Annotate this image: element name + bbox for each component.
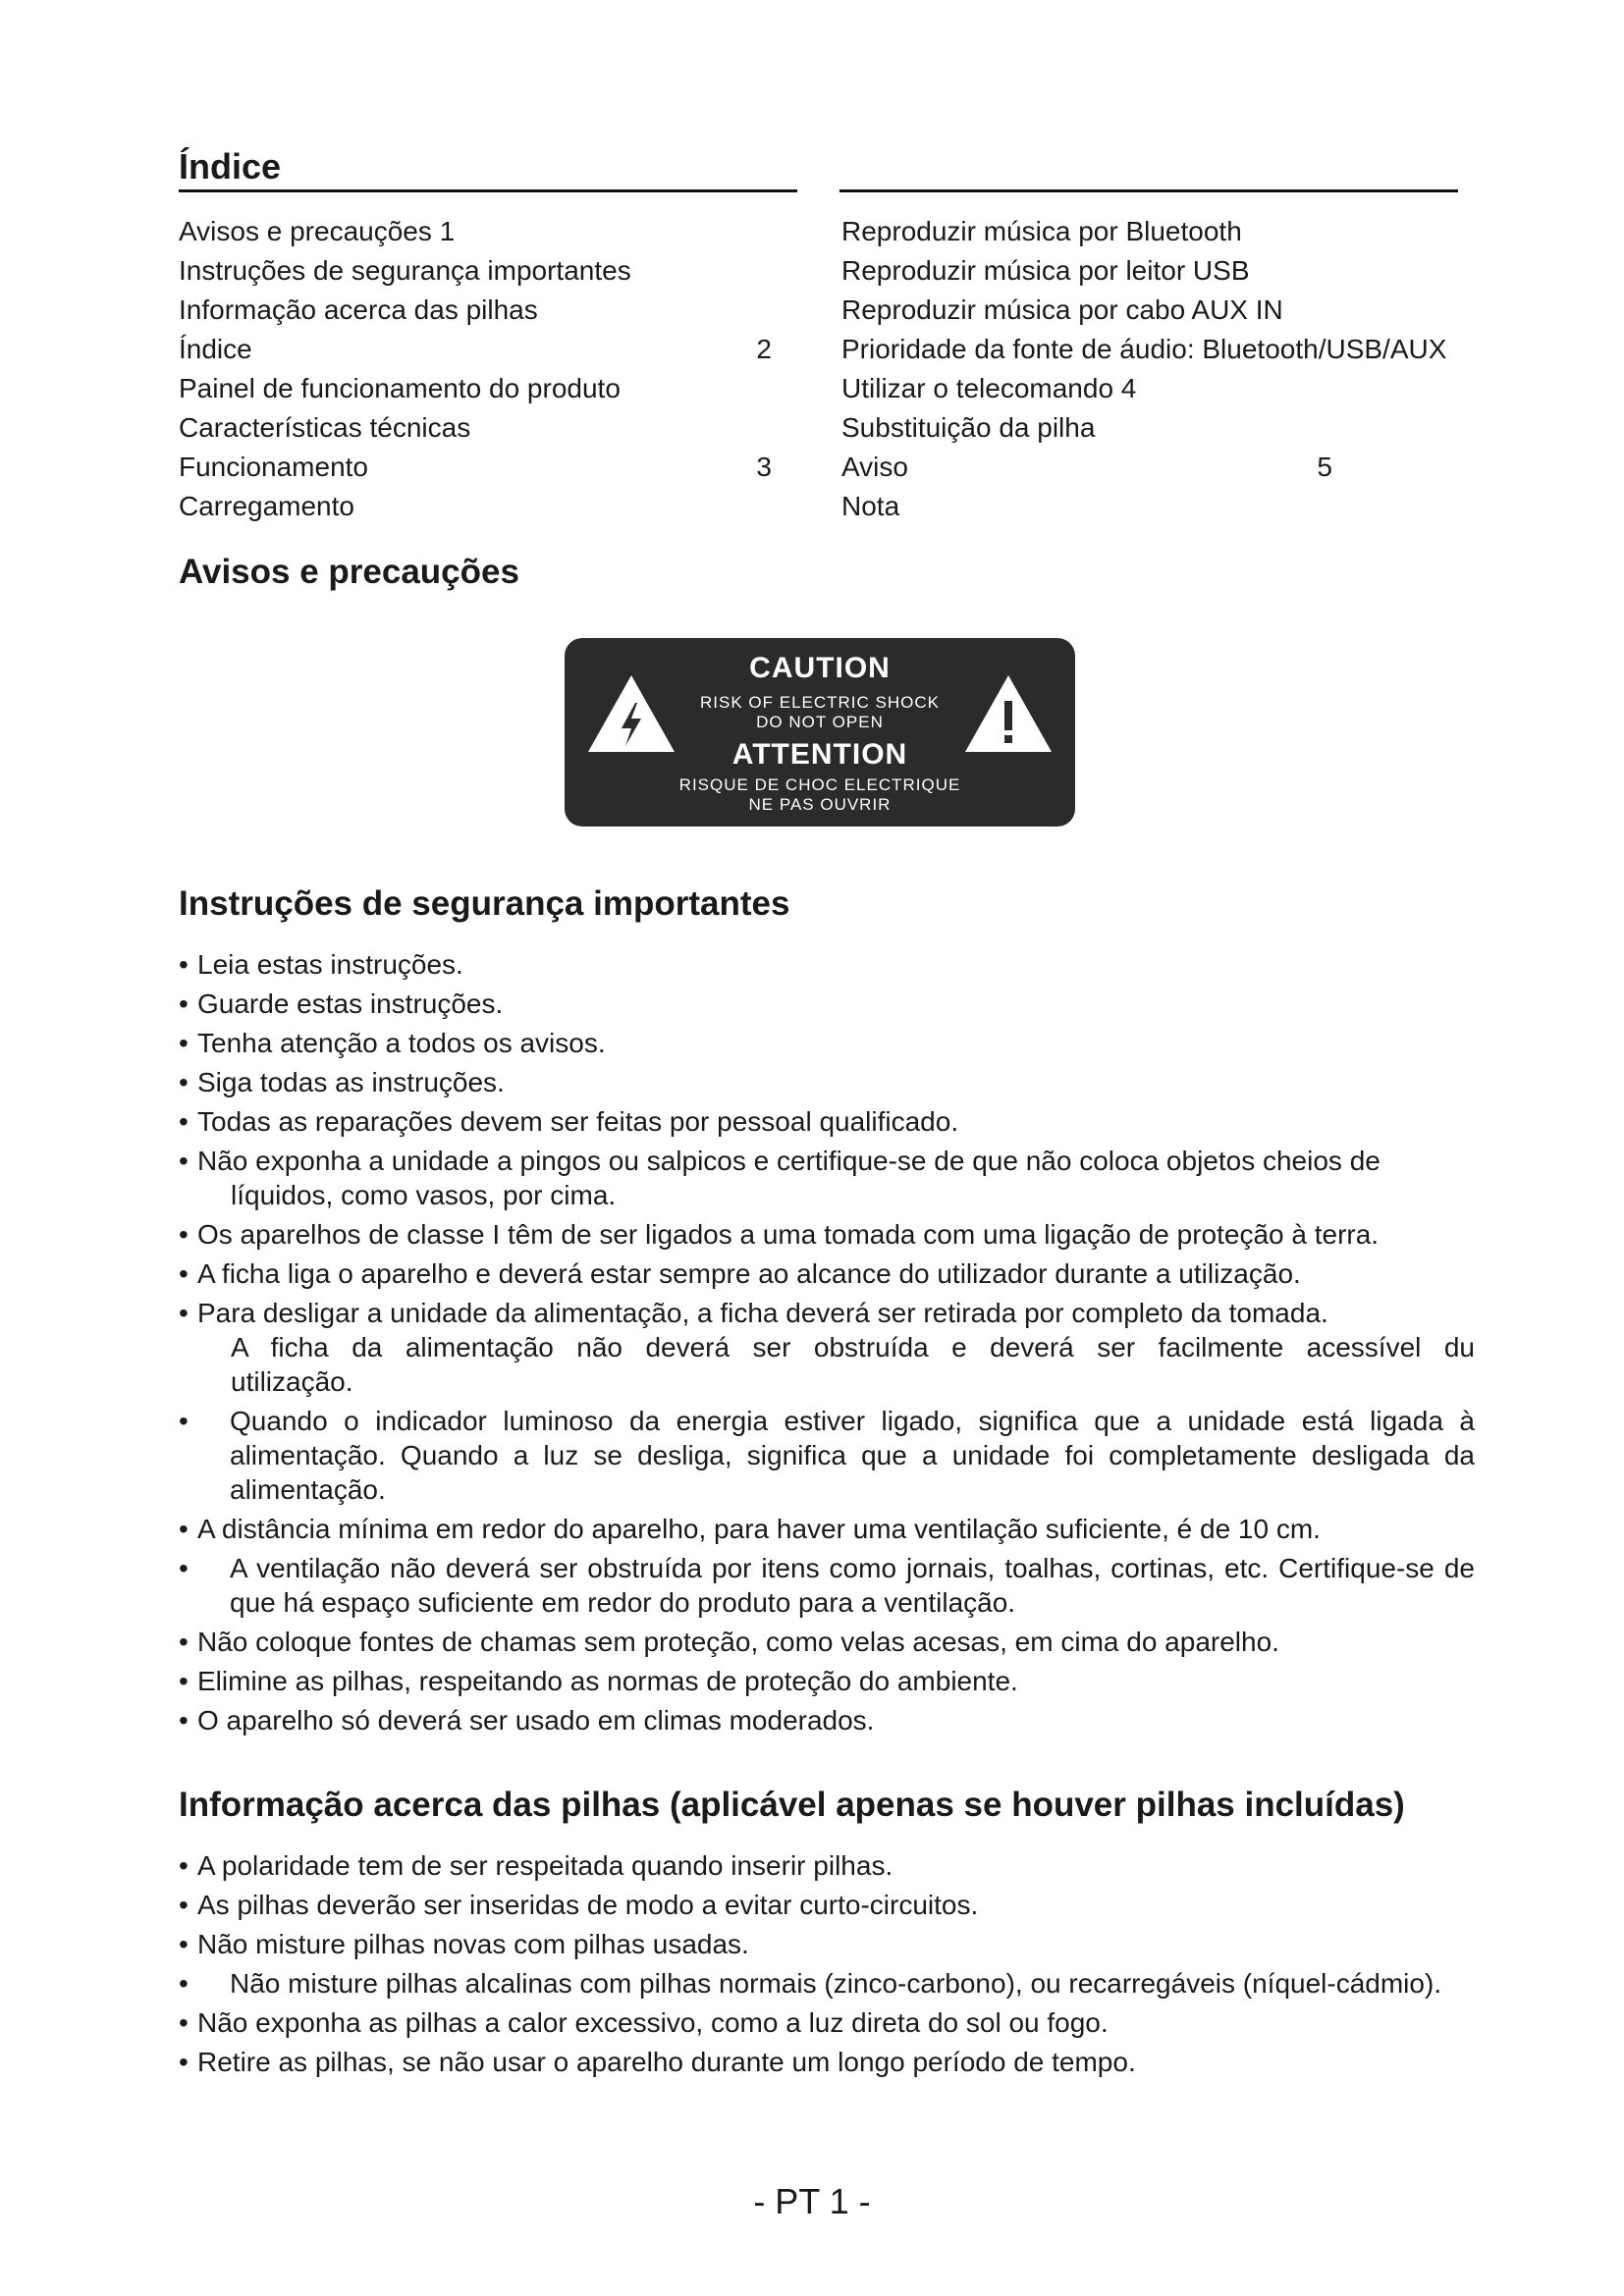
list-item-text: Para desligar a unidade da alimentação, a ficha deverá ser retirada por completo da tomada. [197,1298,1328,1328]
bullet: • [179,949,189,980]
list-item-text: Não exponha as pilhas a calor excessivo, como a luz direta do sol ou fogo. [197,2007,1109,2038]
toc-entry [179,448,807,487]
list-item [179,1551,1475,1620]
toc-entry [179,212,807,251]
toc-label: Características técnicas [179,412,471,443]
list-item-text: Não exponha a unidade a pingos ou salpicos e certifique-se de que não coloca objetos cheios de [197,1146,1380,1176]
list-item-text: Elimine as pilhas, respeitando as normas de proteção do ambiente. [197,1666,1018,1696]
caution-label [565,638,1075,827]
toc-entry [179,291,807,330]
toc-label: Índice [179,334,252,364]
list-item [179,1404,1475,1507]
list-item-continuation: líquidos, como vasos, por cima. [231,1180,617,1210]
toc-entry [179,251,807,291]
toc-label: Aviso [841,452,908,482]
toc-entry [841,251,1470,291]
list-item-continuation-2: utilização. [231,1366,353,1397]
bullet: • [179,1850,189,1881]
toc-label: Avisos e precauções 1 [179,216,456,246]
toc-entry [841,487,1470,526]
list-item [179,1026,1475,1060]
toc-label: Reproduzir música por Bluetooth [841,216,1242,246]
toc-entry [841,408,1470,448]
bullet: • [179,1890,189,1920]
list-item-text: Leia estas instruções. [197,949,463,980]
list-item [179,1217,1475,1252]
toc-entry [841,369,1470,408]
bullet: • [179,1298,189,1328]
bullet: • [179,1627,189,1657]
attention-text: ATTENTION [731,738,908,771]
list-item [179,1888,1475,1922]
toc-page: 2 [756,334,772,364]
list-item-text: A polaridade tem de ser respeitada quando inserir pilhas. [197,1850,893,1881]
bullet: • [179,2007,189,2038]
bullet: • [179,1705,189,1735]
list-item-text: O aparelho só deverá ser usado em climas moderados. [197,1705,875,1735]
toc-entry [179,487,807,526]
toc-entry [841,330,1470,369]
list-item-body [197,1296,1475,1399]
attention-sub-2: NE PAS OUVRIR [748,795,892,814]
bullet: • [179,1968,189,1999]
toc-label: Instruções de segurança importantes [179,255,631,286]
list-item-text: Quando o indicador luminoso da energia estiver ligado, significa que a unidade está ligada à alimentação. Quando a luz se desliga, significa que a unidade foi completamente desligada da alimentação. [230,1406,1475,1505]
list-item [179,2045,1475,2079]
index-title: Índice [179,146,282,187]
list-item [179,1104,1475,1139]
page-number: - PT 1 - [753,2181,871,2221]
bullet: • [179,1666,189,1696]
index-column-left [179,212,807,526]
list-item-text: A ventilação não deverá ser obstruída por itens como jornais, toalhas, cortinas, etc. Certifique-se de que há espaço suficiente em redor do produto para a ventilação. [230,1553,1475,1618]
bullet: • [179,1929,189,1959]
toc-label: Reproduzir música por leitor USB [841,255,1250,286]
toc-entry [179,330,807,369]
list-item [179,987,1475,1021]
toc-label: Nota [841,491,900,521]
list-item [179,1703,1475,1737]
toc-page: 5 [1317,452,1332,482]
batteries-heading: Informação acerca das pilhas (aplicável apenas se houver pilhas incluídas) [179,1786,1405,1824]
list-item-text: Tenha atenção a todos os avisos. [197,1028,606,1058]
list-item [179,1966,1475,2001]
bullet: • [179,1406,189,1436]
toc-entry [179,369,807,408]
bullet: • [179,1028,189,1058]
bullet: • [179,1146,189,1176]
attention-sub-1: RISQUE DE CHOC ELECTRIQUE [678,775,961,794]
list-item-text: As pilhas deverão ser inseridas de modo a evitar curto-circuitos. [197,1890,979,1920]
list-item-text: Todas as reparações devem ser feitas por pessoal qualificado. [197,1106,959,1137]
list-item-text: Guarde estas instruções. [197,988,504,1019]
list-item [179,947,1475,982]
list-item [179,1512,1475,1546]
list-item [179,1664,1475,1698]
list-item [179,1625,1475,1659]
list-item-text: Siga todas as instruções. [197,1067,505,1097]
toc-entry [179,408,807,448]
electric-shock-warning-icon [586,673,677,754]
toc-page: 3 [756,452,772,482]
toc-label: Informação acerca das pilhas [179,294,538,325]
toc-label: Funcionamento [179,452,369,482]
list-item-text: Não misture pilhas novas com pilhas usadas. [197,1929,749,1959]
toc-entry [841,212,1470,251]
bullet: • [179,1067,189,1097]
toc-entry [841,291,1470,330]
list-item-continuation: A ficha da alimentação não deverá ser obstruída e deverá ser facilmente acessível du [231,1332,1475,1362]
list-item-text: Os aparelhos de classe I têm de ser ligados a uma tomada com uma ligação de proteção à terra. [197,1219,1380,1250]
warnings-heading: Avisos e precauções [179,553,519,591]
toc-label: Carregamento [179,491,354,521]
list-item-text: Não coloque fontes de chamas sem proteção, como velas acesas, em cima do aparelho. [197,1627,1279,1657]
batteries-list [179,1848,1475,2084]
toc-label: Prioridade da fonte de áudio: Bluetooth/USB/AUX [841,334,1447,364]
list-item [179,2005,1475,2040]
list-item [179,1296,1475,1399]
safety-heading: Instruções de segurança importantes [179,884,790,923]
index-rule-right [839,189,1458,192]
index-column-right [841,212,1470,526]
toc-label: Substituição da pilha [841,412,1096,443]
list-item-text: Não misture pilhas alcalinas com pilhas normais (zinco-carbono), ou recarregáveis (níquel-cádmio). [230,1968,1442,1999]
index-rule-left [179,189,797,192]
toc-label: Utilizar o telecomando 4 [841,373,1137,403]
bullet: • [179,2047,189,2077]
list-item [179,1144,1475,1212]
toc-entry [841,448,1470,487]
list-item [179,1927,1475,1961]
bullet: • [179,1106,189,1137]
bullet: • [179,1553,189,1583]
list-item [179,1065,1475,1099]
list-item-text: Retire as pilhas, se não usar o aparelho durante um longo período de tempo. [197,2047,1136,2077]
list-item-body [197,1144,1475,1212]
exclamation-warning-icon [963,673,1054,754]
toc-label: Reproduzir música por cabo AUX IN [841,294,1283,325]
bullet: • [179,1514,189,1544]
bullet: • [179,1258,189,1289]
list-item-text: A ficha liga o aparelho e deverá estar sempre ao alcance do utilizador durante a utilização. [197,1258,1301,1289]
caution-sub-2: DO NOT OPEN [756,713,884,731]
bullet: • [179,1219,189,1250]
caution-text: CAUTION [749,652,891,684]
bullet: • [179,988,189,1019]
toc-label: Painel de funcionamento do produto [179,373,621,403]
list-item [179,1256,1475,1291]
caution-sub-1: RISK OF ELECTRIC SHOCK [700,693,940,712]
list-item [179,1848,1475,1883]
safety-list [179,947,1475,1742]
list-item-text: A distância mínima em redor do aparelho, para haver uma ventilação suficiente, é de 10 cm. [197,1514,1321,1544]
